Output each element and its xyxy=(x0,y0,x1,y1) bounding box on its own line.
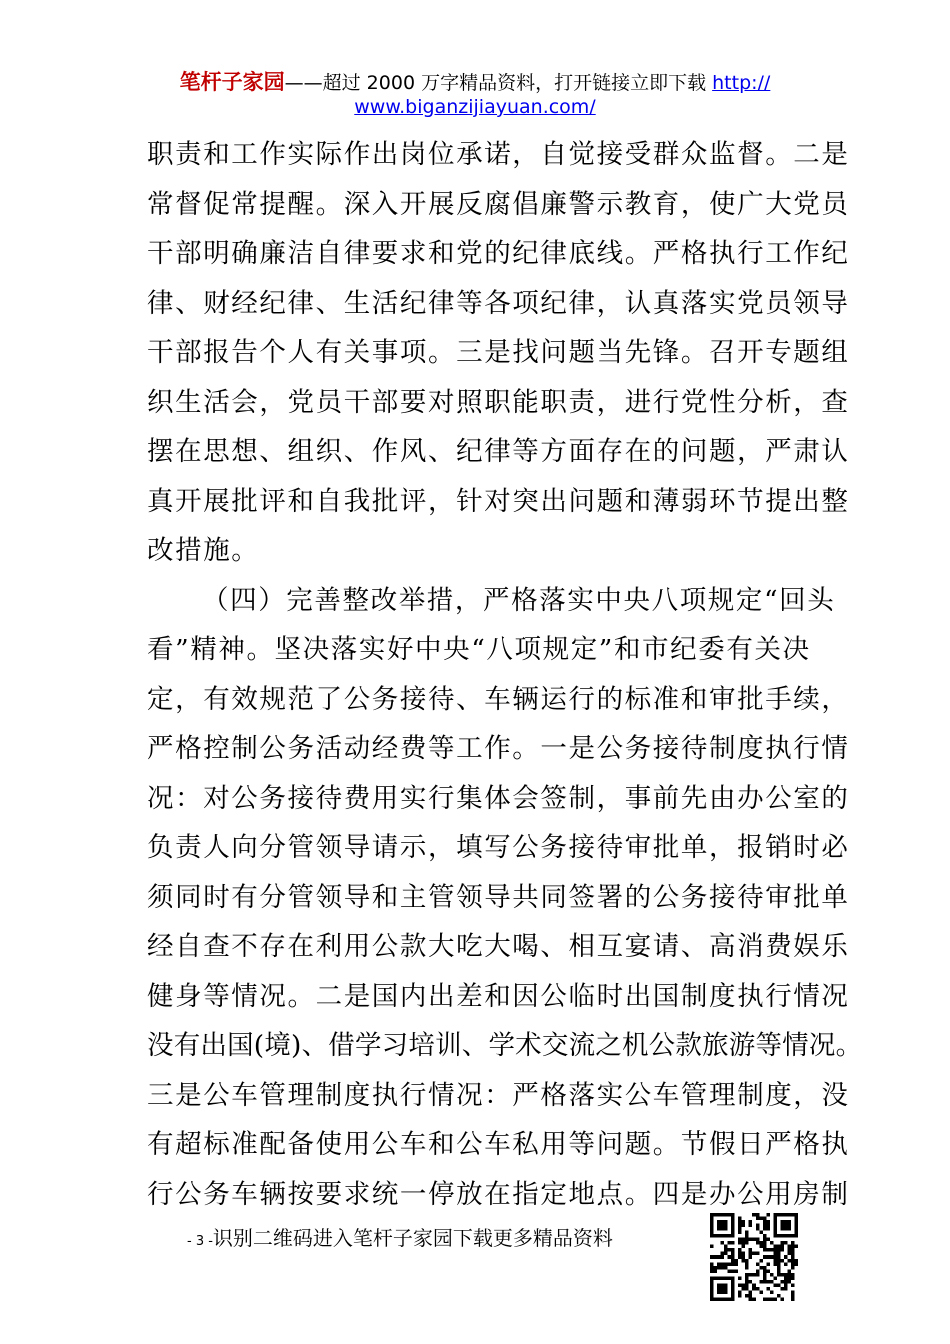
page-footer xyxy=(187,1225,613,1255)
body-line: 况：对公务接待费用实行集体会签制，事前先由办公室的 xyxy=(147,782,850,814)
brand-name: 笔杆子家园 xyxy=(179,70,285,94)
body-line: 经自查不存在利用公款大吃大喝、相互宴请、高消费娱乐 xyxy=(147,931,850,962)
body-line: 行公务车辆按要求统一停放在指定地点。四是办公用房制 xyxy=(147,1178,850,1210)
body-line: 摆在思想、组织、作风、纪律等方面存在的问题，严肃认 xyxy=(147,436,850,467)
body-line: 律、财经纪律、生活纪律等各项纪律，认真落实党员领导 xyxy=(147,287,850,319)
header-line-2 xyxy=(0,95,950,119)
footer-text: 识别二维码进入笔杆子家园下载更多精品资料 xyxy=(212,1226,613,1250)
document-body xyxy=(147,130,863,1219)
section-heading-line: （四）完善整改举措，严格落实中央八项规定“回头 xyxy=(202,584,836,616)
page-header xyxy=(0,70,950,119)
body-line: 健身等情况。二是国内出差和因公临时出国制度执行情况 xyxy=(147,980,850,1012)
body-line: 没有出国(境)、借学习培训、学术交流之机公款旅游等情况。 xyxy=(147,1030,863,1061)
body-line: 须同时有分管领导和主管领导共同签署的公务接待审批单 xyxy=(147,881,850,913)
body-line: 定，有效规范了公务接待、车辆运行的标准和审批手续， xyxy=(147,683,850,715)
body-line: 看”精神。坚决落实好中央“八项规定”和市纪委有关决 xyxy=(147,634,811,665)
body-line: 织生活会，党员干部要对照职能职责，进行党性分析，查 xyxy=(147,386,850,418)
header-line-1 xyxy=(0,70,950,95)
qr-code-icon[interactable] xyxy=(710,1213,798,1301)
body-line: 负责人向分管领导请示，填写公务接待审批单，报销时必 xyxy=(147,832,850,863)
download-link-part2[interactable]: www.biganzijiayuan.com/ xyxy=(354,96,596,118)
download-link-part1[interactable]: http:// xyxy=(712,72,771,94)
body-line: 严格控制公务活动经费等工作。一是公务接待制度执行情 xyxy=(147,733,850,764)
body-line: 干部明确廉洁自律要求和党的纪律底线。严格执行工作纪 xyxy=(147,238,850,269)
body-line: 职责和工作实际作出岗位承诺，自觉接受群众监督。二是 xyxy=(147,139,850,170)
page-number: - 3 - xyxy=(187,1234,213,1249)
body-line: 真开展批评和自我批评，针对突出问题和薄弱环节提出整 xyxy=(147,485,850,517)
body-line: 改措施。 xyxy=(147,535,260,566)
body-line: 有超标准配备使用公车和公车私用等问题。节假日严格执 xyxy=(147,1129,850,1160)
body-line: 干部报告个人有关事项。三是找问题当先锋。召开专题组 xyxy=(147,337,850,368)
body-line: 三是公车管理制度执行情况：严格落实公车管理制度，没 xyxy=(147,1079,850,1111)
body-line: 常督促常提醒。深入开展反腐倡廉警示教育，使广大党员 xyxy=(147,188,850,220)
header-tagline: ——超过 2000 万字精品资料，打开链接立即下载 xyxy=(284,72,713,94)
